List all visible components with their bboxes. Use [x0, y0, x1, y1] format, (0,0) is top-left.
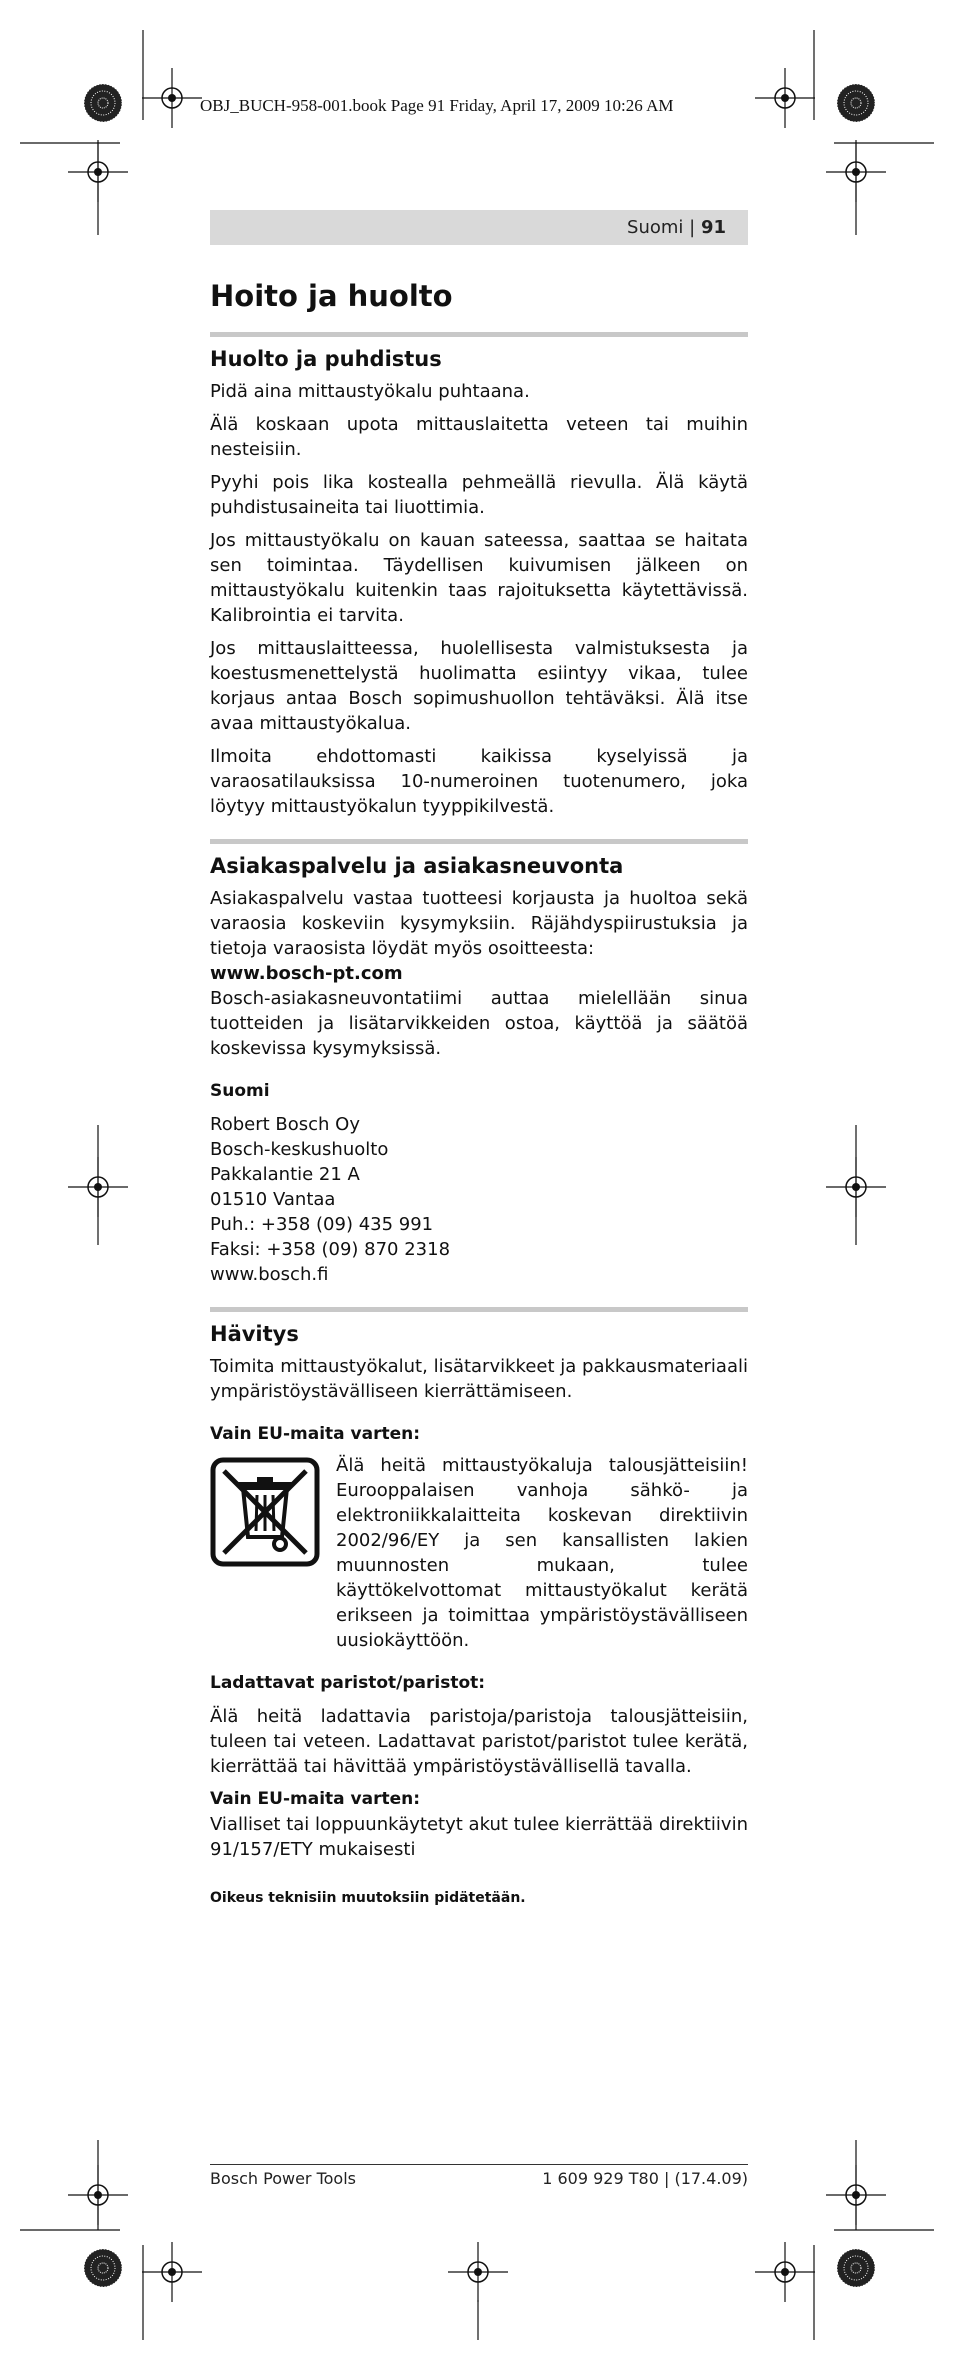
- section-divider: [210, 1307, 748, 1312]
- battery-heading: Ladattavat paristot/paristot:: [210, 1673, 486, 1693]
- section-divider: [210, 332, 748, 337]
- service-url: www.bosch-pt.com: [210, 963, 403, 984]
- eu-block: [210, 1453, 748, 1653]
- weee-crossed-bin-icon: [210, 1457, 320, 1567]
- paragraph: Pidä aina mittaustyökalu puhtaana.: [210, 381, 530, 402]
- footer-left: Bosch Power Tools: [210, 2169, 356, 2188]
- address-line: 01510 Vantaa: [210, 1189, 336, 1210]
- page-title: Hoito ja huolto: [210, 279, 453, 313]
- paragraph: Älä koskaan upota mittauslaitetta veteen tai muihin nesteisiin.: [210, 414, 748, 460]
- fine-print: Oikeus teknisiin muutoksiin pidätetään.: [210, 1890, 526, 1906]
- section-divider: [210, 839, 748, 844]
- battery-text: Älä heitä ladattavia paristoja/paristoja talousjätteisiin, tuleen tai veteen. Ladattavat paristot/paristot tulee kerätä, kierrättää tai hävittää ympäristöystävällisellä tavalla.: [210, 1706, 748, 1777]
- header-separator: |: [683, 217, 701, 238]
- address-line: Faksi: +358 (09) 870 2318: [210, 1239, 451, 1260]
- disposal-intro: Toimita mittaustyökalut, lisätarvikkeet ja pakkausmateriaali ympäristöystävälliseen kierrättämiseen.: [210, 1356, 748, 1402]
- address-line: www.bosch.fi: [210, 1264, 329, 1285]
- address-block: [210, 1112, 748, 1287]
- address-line: Bosch-keskushuolto: [210, 1139, 389, 1160]
- paragraph: Pyyhi pois lika kostealla pehmeällä rievulla. Älä käytä puhdistusaineita tai liuottimia.: [210, 472, 748, 518]
- header-text: [627, 217, 726, 238]
- address-line: Pakkalantie 21 A: [210, 1164, 360, 1185]
- page-number: 91: [700, 217, 726, 238]
- print-slug: OBJ_BUCH-958-001.book Page 91 Friday, April 17, 2009 10:26 AM: [200, 96, 674, 115]
- service-advice: Bosch-asiakasneuvontatiimi auttaa mielellään sinua tuotteiden ja lisätarvikkeiden ostoa, käyttöä ja säätöä koskevissa kysymyksissä.: [210, 988, 748, 1059]
- address-line: Puh.: +358 (09) 435 991: [210, 1214, 434, 1235]
- section-heading-service: Asiakaspalvelu ja asiakasneuvonta: [210, 854, 624, 878]
- header-language: Suomi: [627, 217, 684, 238]
- section-heading-disposal: Hävitys: [210, 1322, 299, 1346]
- address-line: Robert Bosch Oy: [210, 1114, 360, 1135]
- page-header: [210, 210, 748, 245]
- page-footer: [210, 2164, 748, 2188]
- eu-text-2: Vialliset tai loppuunkäytetyt akut tulee kierrättää direktiivin 91/157/ETY mukaisesti: [210, 1814, 748, 1860]
- page-content: [210, 278, 748, 1906]
- eu-heading-2: Vain EU-maita varten:: [210, 1789, 421, 1809]
- service-intro: Asiakaspalvelu vastaa tuotteesi korjausta ja huoltoa sekä varaosia koskeviin kysymyksiin. Räjähdyspiirustuksia ja tietoja varaosista löydät myös osoitteesta:: [210, 888, 748, 959]
- footer-right: 1 609 929 T80 | (17.4.09): [542, 2169, 748, 2188]
- section-heading-care: Huolto ja puhdistus: [210, 347, 442, 371]
- eu-text: Älä heitä mittaustyökaluja talousjätteisiin! Eurooppalaisen vanhoja sähkö- ja elektroniikkalaitteita koskevan direktiivin 2002/96/EY ja sen kansallisten lakien muunnosten mukaan, tulee käyttökelvottomat mittaustyökalut kerätä erikseen ja toimittaa ympäristöystävälliseen uusiokäyttöön.: [336, 1455, 748, 1651]
- paragraph: Ilmoita ehdottomasti kaikissa kyselyissä ja varaosatilauksissa 10-numeroinen tuotenumero, joka löytyy mittaustyökalun tyyppikilvestä.: [210, 746, 748, 817]
- eu-heading: Vain EU-maita varten:: [210, 1424, 421, 1444]
- country-heading: Suomi: [210, 1081, 270, 1101]
- paragraph: Jos mittauslaitteessa, huolellisesta valmistuksesta ja koestusmenettelystä huolimatta esiintyy vikaa, tulee korjaus antaa Bosch sopimushuollon tehtäväksi. Älä itse avaa mittaustyökalua.: [210, 638, 748, 734]
- paragraph: Jos mittaustyökalu on kauan sateessa, saattaa se haitata sen toimintaa. Täydellisen kuivumisen jälkeen on mittaustyökalu kuitenkin taas rajoituksetta käytettävissä. Kalibrointia ei tarvita.: [210, 530, 748, 626]
